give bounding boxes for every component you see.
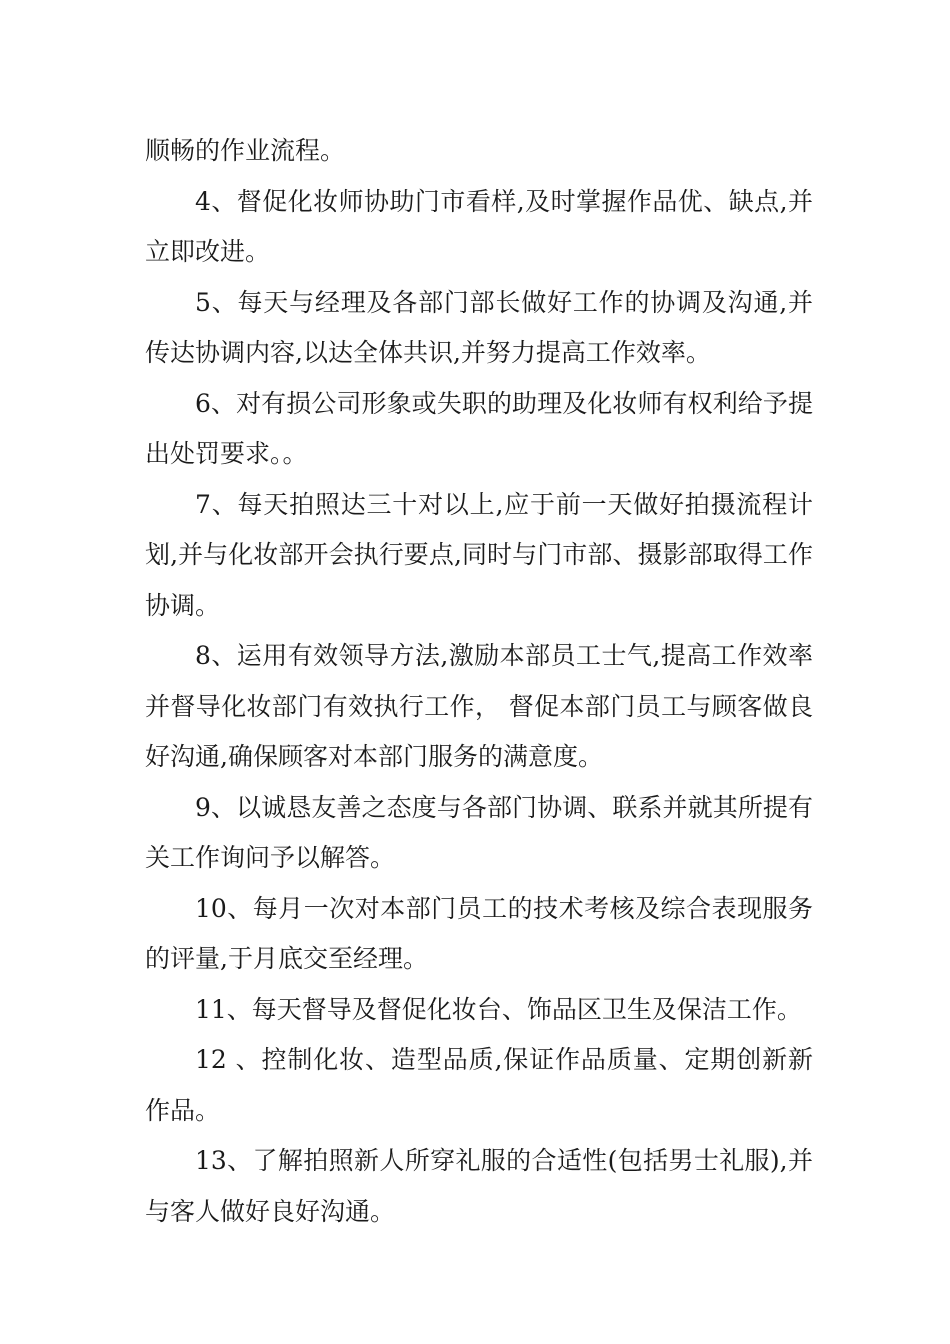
document-body [145, 126, 813, 1237]
paragraph-item-6: 6、对有损公司形象或失职的助理及化妆师有权利给予提出处罚要求。。 [145, 388, 813, 468]
paragraph-item-10: 10、每月一次对本部门员工的技术考核及综合表现服务的评量,于月底交至经理。 [145, 893, 813, 973]
paragraph-item-11: 11、每天督导及督促化妆台、饰品区卫生及保洁工作。 [195, 994, 802, 1024]
paragraph-item-7: 7、每天拍照达三十对以上,应于前一天做好拍摄流程计划,并与化妆部开会执行要点,同时与门市部、摄影部取得工作协调。 [145, 489, 813, 620]
paragraph-item-8: 8、运用有效领导方法,激励本部员工士气,提高工作效率并督导化妆部门有效执行工作， 督促本部门员工与顾客做良好沟通,确保顾客对本部门服务的满意度。 [145, 641, 813, 771]
paragraph-item-4: 4、督促化妆师协助门市看样,及时掌握作品优、缺点,并立即改进。 [145, 186, 813, 266]
paragraph-continuation: 顺畅的作业流程。 [145, 136, 346, 165]
paragraph-item-12: 12 、控制化妆、造型品质,保证作品质量、定期创新新作品。 [145, 1045, 813, 1125]
paragraph-item-13: 13、了解拍照新人所穿礼服的合适性(包括男士礼服),并与客人做好良好沟通。 [145, 1146, 813, 1226]
paragraph-item-5: 5、每天与经理及各部门部长做好工作的协调及沟通,并传达协调内容,以达全体共识,并努力提高工作效率。 [145, 287, 813, 367]
paragraph-item-9: 9、以诚恳友善之态度与各部门协调、联系并就其所提有关工作询问予以解答。 [145, 792, 813, 872]
